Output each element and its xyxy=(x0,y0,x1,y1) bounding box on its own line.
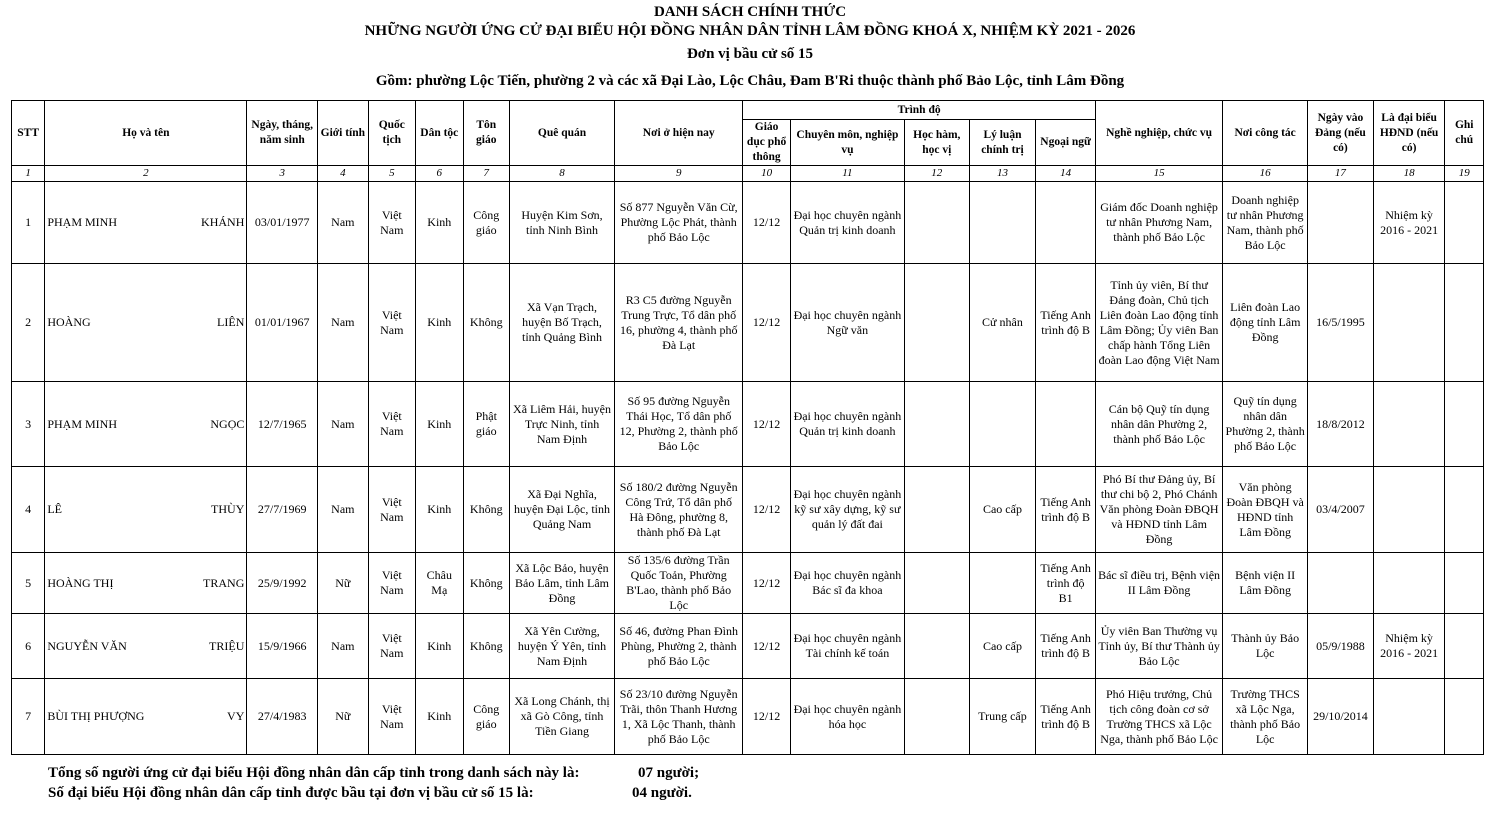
row-nationality: Việt Nam xyxy=(368,382,415,467)
col-political: Lý luận chính trị xyxy=(969,120,1036,166)
col-party-date: Ngày vào Đảng (nếu có) xyxy=(1308,101,1374,166)
row-religion: Công giáo xyxy=(463,182,509,264)
row-religion: Phật giáo xyxy=(463,382,509,467)
row-dob: 12/7/1965 xyxy=(247,382,318,467)
row-academic xyxy=(904,553,969,614)
row-academic xyxy=(904,264,969,382)
row-note xyxy=(1445,679,1484,755)
col-residence: Nơi ở hiện nay xyxy=(615,101,743,166)
row-gender: Nam xyxy=(318,614,369,679)
row-ethnic: Kinh xyxy=(416,382,463,467)
row-political xyxy=(969,182,1036,264)
row-name xyxy=(45,679,247,755)
column-number: 17 xyxy=(1308,166,1374,182)
row-workplace: Quỹ tín dụng nhân dân Phường 2, thành phố Bảo Lộc xyxy=(1223,382,1308,467)
row-nationality: Việt Nam xyxy=(368,182,415,264)
col-is-delegate: Là đại biểu HĐND (nếu có) xyxy=(1373,101,1445,166)
row-occupation: Phó Bí thư Đảng ủy, Bí thư chi bộ 2, Phó Chánh Văn phòng Đoàn ĐBQH và HĐND tỉnh Lâm Đồng xyxy=(1095,467,1222,553)
column-number: 16 xyxy=(1223,166,1308,182)
unit-scope: Gồm: phường Lộc Tiến, phường 2 và các xã Đại Lào, Lộc Châu, Đam B'Ri thuộc thành phố Bảo Lộc, tỉnh Lâm Đồng xyxy=(375,73,1125,89)
row-general-edu: 12/12 xyxy=(743,679,790,755)
row-given-name: TRANG xyxy=(203,575,245,590)
col-note: Ghi chú xyxy=(1445,101,1484,166)
row-given-name: LIÊN xyxy=(217,315,245,329)
row-academic xyxy=(904,614,969,679)
row-general-edu: 12/12 xyxy=(743,553,790,614)
row-nationality: Việt Nam xyxy=(368,614,415,679)
row-specialty: Đại học chuyên ngành Quản trị kinh doanh xyxy=(790,382,904,467)
row-stt: 2 xyxy=(12,264,45,382)
row-political: Cao cấp xyxy=(969,467,1036,553)
row-ethnic: Kinh xyxy=(416,679,463,755)
row-residence: Số 95 đường Nguyễn Thái Học, Tổ dân phố 12, Phường 2, thành phố Bảo Lộc xyxy=(615,382,743,467)
row-note xyxy=(1445,467,1484,553)
row-language: Tiếng Anh trình độ B xyxy=(1036,614,1096,679)
row-specialty: Đại học chuyên ngành Quản trị kinh doanh xyxy=(790,182,904,264)
row-religion: Không xyxy=(463,614,509,679)
row-academic xyxy=(904,467,969,553)
row-language: Tiếng Anh trình độ B xyxy=(1036,679,1096,755)
row-stt: 5 xyxy=(12,553,45,614)
col-stt: STT xyxy=(12,101,45,166)
row-academic xyxy=(904,182,969,264)
election-unit: Đơn vị bầu cử số 15 xyxy=(686,46,814,62)
row-nationality: Việt Nam xyxy=(368,553,415,614)
row-political xyxy=(969,382,1036,467)
row-is-delegate xyxy=(1373,553,1445,614)
col-gender: Giới tính xyxy=(318,101,369,166)
row-general-edu: 12/12 xyxy=(743,467,790,553)
row-occupation: Bác sĩ điều trị, Bệnh viện II Lâm Đồng xyxy=(1095,553,1222,614)
row-is-delegate xyxy=(1373,467,1445,553)
row-ethnic: Kinh xyxy=(416,264,463,382)
row-note xyxy=(1445,382,1484,467)
row-name xyxy=(45,614,247,679)
row-gender: Nam xyxy=(318,182,369,264)
row-dob: 27/7/1969 xyxy=(247,467,318,553)
row-surname: LÊ xyxy=(47,502,62,516)
row-general-edu: 12/12 xyxy=(743,264,790,382)
row-language: Tiếng Anh trình độ B xyxy=(1036,264,1096,382)
row-dob: 15/9/1966 xyxy=(247,614,318,679)
row-given-name: KHÁNH xyxy=(201,215,245,229)
col-specialty: Chuyên môn, nghiệp vụ xyxy=(790,120,904,166)
row-surname: BÙI THỊ PHƯỢNG xyxy=(47,709,145,723)
row-workplace: Thành ủy Bảo Lộc xyxy=(1223,614,1308,679)
row-religion: Không xyxy=(463,264,509,382)
row-stt: 3 xyxy=(12,382,45,467)
row-is-delegate xyxy=(1373,382,1445,467)
column-number: 6 xyxy=(416,166,463,182)
col-name: Họ và tên xyxy=(45,101,247,166)
col-hometown: Quê quán xyxy=(509,101,614,166)
row-name xyxy=(45,264,247,382)
col-language: Ngoại ngữ xyxy=(1036,120,1096,166)
row-specialty: Đại học chuyên ngành Tài chính kế toán xyxy=(790,614,904,679)
row-nationality: Việt Nam xyxy=(368,467,415,553)
column-number: 2 xyxy=(45,166,247,182)
row-surname: NGUYỄN VĂN xyxy=(47,638,127,653)
row-ethnic: Kinh xyxy=(416,467,463,553)
row-workplace: Liên đoàn Lao động tỉnh Lâm Đồng xyxy=(1223,264,1308,382)
row-occupation: Ủy viên Ban Thường vụ Tỉnh ủy, Bí thư Thành ủy Bảo Lộc xyxy=(1095,614,1222,679)
row-language: Tiếng Anh trình độ B xyxy=(1036,467,1096,553)
row-surname: HOÀNG THỊ xyxy=(47,575,114,590)
row-specialty: Đại học chuyên ngành Ngữ văn xyxy=(790,264,904,382)
col-occupation: Nghề nghiệp, chức vụ xyxy=(1095,101,1222,166)
row-is-delegate xyxy=(1373,679,1445,755)
row-residence: Số 23/10 đường Nguyễn Trãi, thôn Thanh Hương 1, Xã Lộc Thanh, thành phố Bảo Lộc xyxy=(615,679,743,755)
row-nationality: Việt Nam xyxy=(368,264,415,382)
elected-count-value: 04 người. xyxy=(632,785,692,801)
row-note xyxy=(1445,264,1484,382)
row-hometown: Xã Liêm Hải, huyện Trực Ninh, tỉnh Nam Định xyxy=(509,382,614,467)
total-candidates-value: 07 người; xyxy=(638,765,700,781)
row-party-date: 05/9/1988 xyxy=(1308,614,1374,679)
document-subtitle: NHỮNG NGƯỜI ỨNG CỬ ĐẠI BIỂU HỘI ĐỒNG NHÂN DÂN TỈNH LÂM ĐỒNG KHOÁ X, NHIỆM KỲ 2021 - 2026 xyxy=(364,23,1136,39)
column-number: 5 xyxy=(368,166,415,182)
row-dob: 27/4/1983 xyxy=(247,679,318,755)
row-specialty: Đại học chuyên ngành kỹ sư xây dựng, kỹ sư quản lý đất đai xyxy=(790,467,904,553)
row-religion: Công giáo xyxy=(463,679,509,755)
column-number: 1 xyxy=(12,166,45,182)
row-residence: Số 180/2 đường Nguyễn Công Trứ, Tổ dân phố Hà Đông, phường 8, thành phố Đà Lạt xyxy=(615,467,743,553)
row-workplace: Văn phòng Đoàn ĐBQH và HĐND tỉnh Lâm Đồng xyxy=(1223,467,1308,553)
row-residence: Số 46, đường Phan Đình Phùng, Phường 2, thành phố Bảo Lộc xyxy=(615,614,743,679)
row-political: Cao cấp xyxy=(969,614,1036,679)
row-specialty: Đại học chuyên ngành Bác sĩ đa khoa xyxy=(790,553,904,614)
column-number: 7 xyxy=(463,166,509,182)
row-party-date: 18/8/2012 xyxy=(1308,382,1374,467)
row-stt: 7 xyxy=(12,679,45,755)
row-occupation: Giám đốc Doanh nghiệp tư nhân Phương Nam, thành phố Bảo Lộc xyxy=(1095,182,1222,264)
row-dob: 25/9/1992 xyxy=(247,553,318,614)
row-ethnic: Châu Mạ xyxy=(416,553,463,614)
row-language xyxy=(1036,182,1096,264)
row-party-date: 29/10/2014 xyxy=(1308,679,1374,755)
column-number: 9 xyxy=(615,166,743,182)
row-workplace: Bệnh viện II Lâm Đồng xyxy=(1223,553,1308,614)
row-religion: Không xyxy=(463,467,509,553)
row-hometown: Xã Long Chánh, thị xã Gò Công, tỉnh Tiền Giang xyxy=(509,679,614,755)
column-number-row xyxy=(12,166,1484,182)
col-religion: Tôn giáo xyxy=(463,101,509,166)
column-number: 11 xyxy=(790,166,904,182)
col-general-edu: Giáo dục phổ thông xyxy=(743,120,790,166)
row-occupation: Tỉnh ủy viên, Bí thư Đảng đoàn, Chủ tịch Liên đoàn Lao động tỉnh Lâm Đồng; Ủy viên Ban chấp hành Tổng Liên đoàn Lao động Việt Nam xyxy=(1095,264,1222,382)
col-ethnic: Dân tộc xyxy=(416,101,463,166)
column-number: 4 xyxy=(318,166,369,182)
row-language xyxy=(1036,382,1096,467)
row-academic xyxy=(904,382,969,467)
row-gender: Nữ xyxy=(318,679,369,755)
row-ethnic: Kinh xyxy=(416,614,463,679)
row-general-edu: 12/12 xyxy=(743,382,790,467)
column-number: 10 xyxy=(743,166,790,182)
row-given-name: VY xyxy=(227,709,245,723)
column-number: 13 xyxy=(969,166,1036,182)
row-surname: PHẠM MINH xyxy=(47,416,118,431)
total-candidates-label: Tổng số người ứng cử đại biểu Hội đồng nhân dân cấp tỉnh trong danh sách này là: xyxy=(48,765,580,781)
col-education-group: Trình độ xyxy=(743,101,1096,120)
row-occupation: Phó Hiệu trưởng, Chủ tịch công đoàn cơ sở Trường THCS xã Lộc Nga, thành phố Bảo Lộc xyxy=(1095,679,1222,755)
table-row xyxy=(12,382,1484,467)
column-number: 15 xyxy=(1095,166,1222,182)
row-hometown: Xã Đại Nghĩa, huyện Đại Lộc, tỉnh Quảng Nam xyxy=(509,467,614,553)
row-given-name: NGỌC xyxy=(210,416,245,431)
row-general-edu: 12/12 xyxy=(743,614,790,679)
row-residence: Số 135/6 đường Trần Quốc Toản, Phường B'Lao, thành phố Bảo Lộc xyxy=(615,553,743,614)
row-note xyxy=(1445,182,1484,264)
col-academic: Học hàm, học vị xyxy=(904,120,969,166)
row-language: Tiếng Anh trình độ B1 xyxy=(1036,553,1096,614)
row-name xyxy=(45,467,247,553)
table-row xyxy=(12,467,1484,553)
row-gender: Nam xyxy=(318,264,369,382)
row-party-date: 03/4/2007 xyxy=(1308,467,1374,553)
row-note xyxy=(1445,614,1484,679)
row-workplace: Doanh nghiệp tư nhân Phương Nam, thành phố Bảo Lộc xyxy=(1223,182,1308,264)
row-political xyxy=(969,553,1036,614)
row-dob: 01/01/1967 xyxy=(247,264,318,382)
row-gender: Nữ xyxy=(318,553,369,614)
row-hometown: Xã Yên Cường, huyện Ý Yên, tỉnh Nam Định xyxy=(509,614,614,679)
row-surname: PHẠM MINH xyxy=(47,215,118,229)
row-name xyxy=(45,553,247,614)
row-residence: R3 C5 đường Nguyễn Trung Trực, Tổ dân phố 16, phường 4, thành phố Đà Lạt xyxy=(615,264,743,382)
row-stt: 4 xyxy=(12,467,45,553)
column-number: 8 xyxy=(509,166,614,182)
column-number: 12 xyxy=(904,166,969,182)
table-row xyxy=(12,264,1484,382)
row-nationality: Việt Nam xyxy=(368,679,415,755)
column-number: 19 xyxy=(1445,166,1484,182)
row-political: Cử nhân xyxy=(969,264,1036,382)
row-hometown: Xã Lộc Bảo, huyện Bảo Lâm, tỉnh Lâm Đồng xyxy=(509,553,614,614)
column-number: 18 xyxy=(1373,166,1445,182)
row-party-date: 16/5/1995 xyxy=(1308,264,1374,382)
col-workplace: Nơi công tác xyxy=(1223,101,1308,166)
row-academic xyxy=(904,679,969,755)
row-political: Trung cấp xyxy=(969,679,1036,755)
row-surname: HOÀNG xyxy=(47,315,91,329)
row-dob: 03/01/1977 xyxy=(247,182,318,264)
row-is-delegate: Nhiệm kỳ 2016 - 2021 xyxy=(1373,614,1445,679)
row-note xyxy=(1445,553,1484,614)
row-given-name: TRIỆU xyxy=(209,638,245,653)
row-hometown: Huyện Kim Sơn, tỉnh Ninh Bình xyxy=(509,182,614,264)
row-party-date xyxy=(1308,182,1374,264)
row-residence: Số 877 Nguyễn Văn Cừ, Phường Lộc Phát, thành phố Bảo Lộc xyxy=(615,182,743,264)
row-workplace: Trường THCS xã Lộc Nga, thành phố Bảo Lộc xyxy=(1223,679,1308,755)
row-gender: Nam xyxy=(318,467,369,553)
candidate-table xyxy=(11,100,1484,755)
row-hometown: Xã Vạn Trạch, huyện Bố Trạch, tỉnh Quảng Bình xyxy=(509,264,614,382)
column-number: 14 xyxy=(1036,166,1096,182)
col-dob: Ngày, tháng, năm sinh xyxy=(247,101,318,166)
table-row xyxy=(12,553,1484,614)
table-row xyxy=(12,182,1484,264)
row-general-edu: 12/12 xyxy=(743,182,790,264)
row-party-date xyxy=(1308,553,1374,614)
table-row xyxy=(12,614,1484,679)
row-religion: Không xyxy=(463,553,509,614)
row-stt: 1 xyxy=(12,182,45,264)
row-name xyxy=(45,182,247,264)
elected-count-label: Số đại biểu Hội đồng nhân dân cấp tỉnh được bầu tại đơn vị bầu cử số 15 là: xyxy=(48,785,534,801)
row-name xyxy=(45,382,247,467)
col-nationality: Quốc tịch xyxy=(368,101,415,166)
row-stt: 6 xyxy=(12,614,45,679)
row-is-delegate xyxy=(1373,264,1445,382)
column-number: 3 xyxy=(247,166,318,182)
row-ethnic: Kinh xyxy=(416,182,463,264)
row-occupation: Cán bộ Quỹ tín dụng nhân dân Phường 2, thành phố Bảo Lộc xyxy=(1095,382,1222,467)
row-given-name: THÙY xyxy=(211,502,245,516)
table-row xyxy=(12,679,1484,755)
row-gender: Nam xyxy=(318,382,369,467)
row-is-delegate: Nhiệm kỳ 2016 - 2021 xyxy=(1373,182,1445,264)
document-title: DANH SÁCH CHÍNH THỨC xyxy=(653,4,847,20)
row-specialty: Đại học chuyên ngành hóa học xyxy=(790,679,904,755)
